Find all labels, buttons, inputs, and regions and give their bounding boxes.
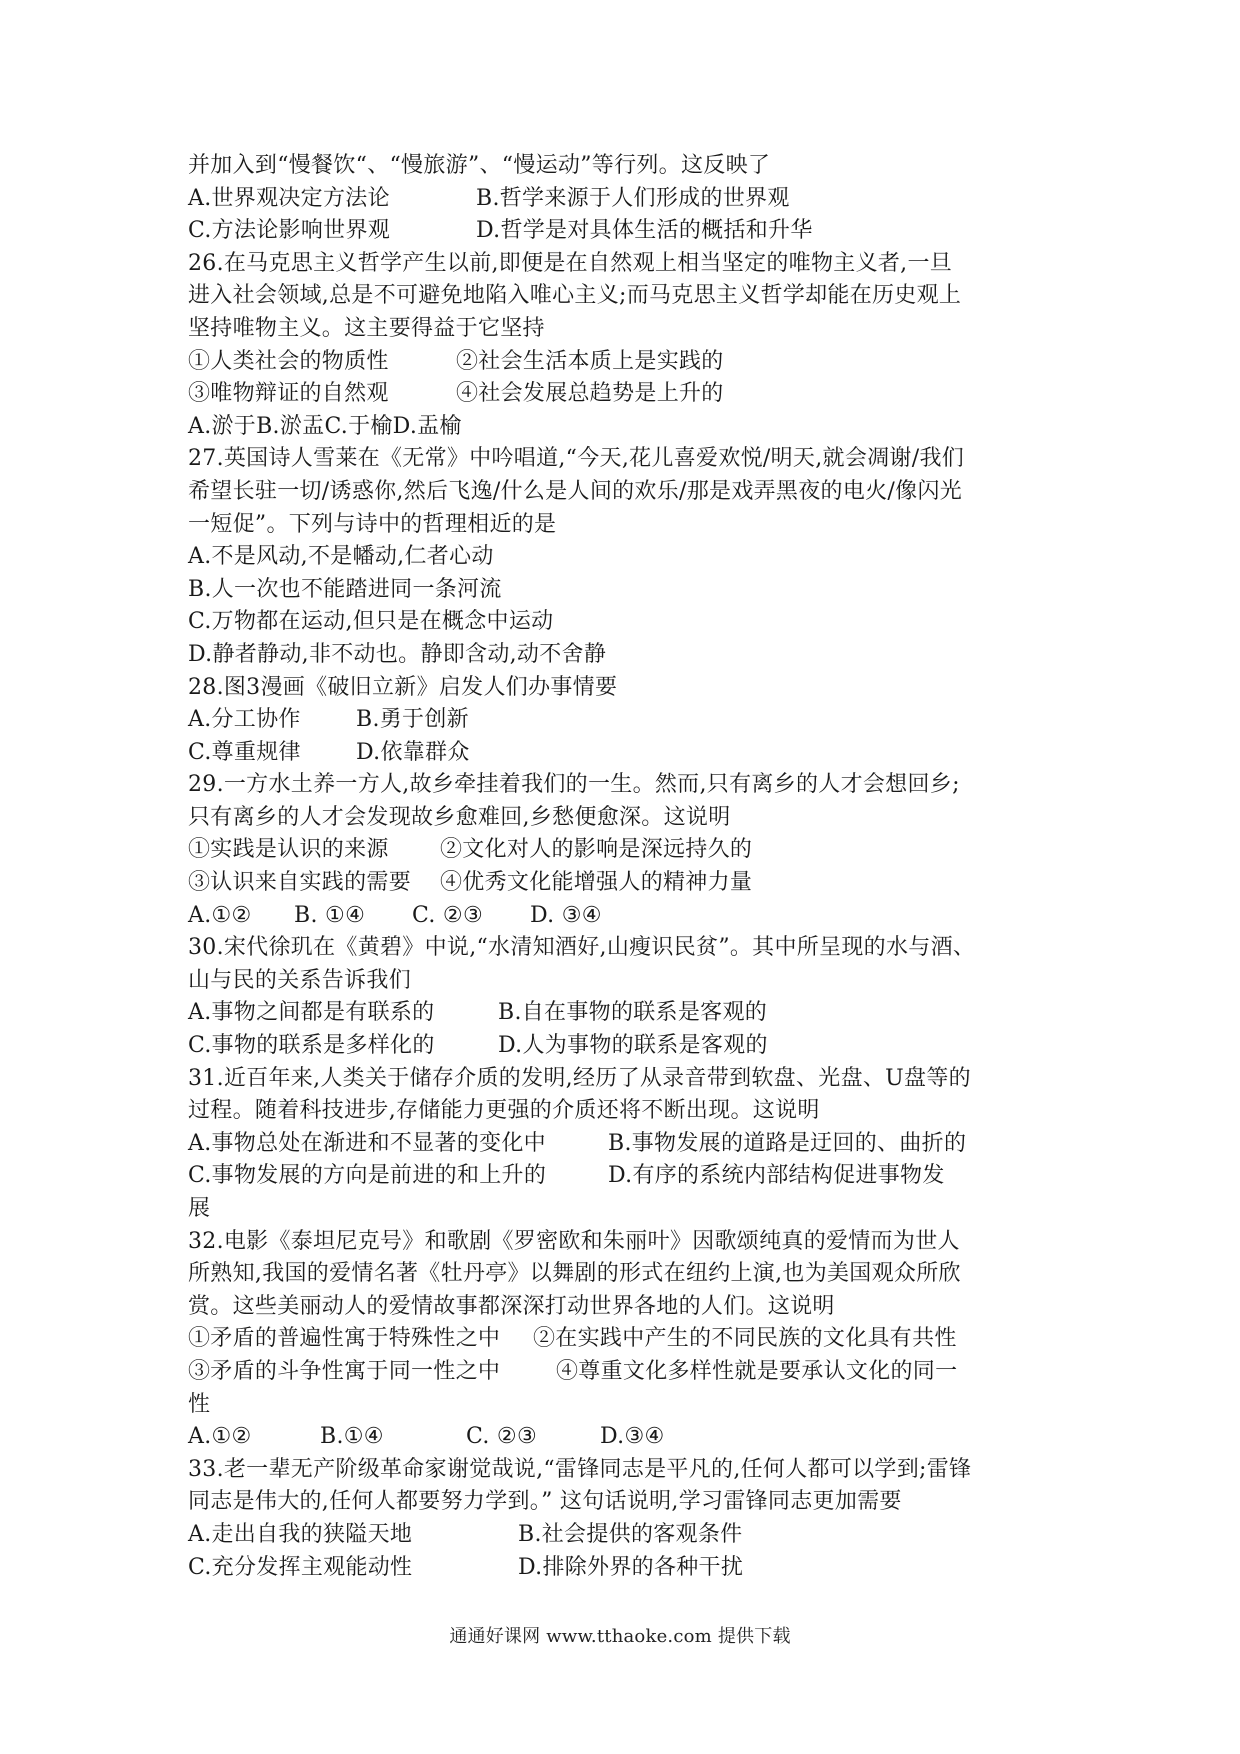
option-b: B.人一次也不能踏进同一条河流 (188, 576, 502, 602)
question-27: 27.英国诗人雪莱在《无常》中吟唱道,“今天,花儿喜爱欢悦/明天,就会凋谢/我们 (188, 446, 965, 472)
question-30: 30.宋代徐玑在《黄碧》中说,“水清知酒好,山瘦识民贫”。其中所呈现的水与酒、 (188, 935, 976, 961)
option-row (188, 1421, 1068, 1454)
statement-row (188, 346, 1068, 379)
option-c: C.尊重规律 (188, 739, 301, 765)
statement-row (188, 1356, 1068, 1389)
question-text: 进入社会领域,总是不可避免地陷入唯心主义;而马克思主义哲学却能在历史观上 (188, 283, 962, 309)
statement-row (188, 1323, 1068, 1356)
option-c: C. ②③ (412, 902, 483, 928)
option-row (188, 183, 1068, 216)
statement-1: ①人类社会的物质性 (188, 348, 389, 374)
option-row (188, 737, 1068, 770)
question-text: 一短促”。下列与诗中的哲理相近的是 (188, 511, 557, 537)
statement-3: ③认识来自实践的需要 (188, 870, 412, 896)
question-text: 同志是伟大的,任何人都要努力学到。” 这句话说明,学习雷锋同志更加需要 (188, 1489, 902, 1515)
statement-2: ②社会生活本质上是实践的 (456, 348, 724, 374)
option-c: C. ②③ (466, 1424, 537, 1450)
option-row (188, 1552, 1068, 1585)
option-c: C.事物发展的方向是前进的和上升的 (188, 1163, 547, 1189)
option-row (188, 1030, 1068, 1063)
statement-row (188, 378, 1068, 411)
option-b: B.勇于创新 (356, 707, 469, 733)
page-footer: 通通好课网 www.tthaoke.com 提供下载 (449, 1626, 791, 1647)
question-33: 33.老一辈无产阶级革命家谢觉哉说,“雷锋同志是平凡的,任何人都可以学到;雷锋 (188, 1456, 972, 1482)
option-row (188, 1128, 1068, 1161)
option-a: A.①② (188, 1424, 252, 1450)
option-b: B.社会提供的客观条件 (518, 1521, 743, 1547)
option-row (188, 1160, 1068, 1193)
statement-2: ②在实践中产生的不同民族的文化具有共性 (533, 1326, 957, 1352)
option-row (188, 997, 1068, 1030)
option-b: B.哲学来源于人们形成的世界观 (476, 185, 790, 211)
option-a: A.不是风动,不是幡动,仁者心动 (188, 544, 494, 570)
option-row (188, 1519, 1068, 1552)
option-row (188, 704, 1068, 737)
question-body (188, 150, 1068, 1584)
option-b: B.①④ (320, 1424, 384, 1450)
statement-row (188, 834, 1068, 867)
option-a: A.事物总处在渐进和不显著的变化中 (188, 1130, 546, 1156)
statement-4-continued: 性 (188, 1391, 211, 1417)
option-d: D.③④ (600, 1424, 665, 1450)
option-d: D.人为事物的联系是客观的 (498, 1033, 768, 1059)
option-c: C.方法论影响世界观 (188, 218, 391, 244)
option-a: A.走出自我的狭隘天地 (188, 1521, 413, 1547)
answer-choices: A.淤于B.淤盂C.于榆D.盂榆 (188, 413, 462, 439)
question-32: 32.电影《泰坦尼克号》和歌剧《罗密欧和朱丽叶》因歌颂纯真的爱情而为世人 (188, 1228, 960, 1254)
statement-1: ①实践是认识的来源 (188, 837, 389, 863)
question-text: 过程。随着科技进步,存储能力更强的介质还将不断出现。这说明 (188, 1098, 820, 1124)
option-d: D.排除外界的各种干扰 (518, 1554, 744, 1580)
question-text: 希望长驻一切/诱惑你,然后飞逸/什么是人间的欢乐/那是戏弄黑夜的电火/像闪光 (188, 478, 963, 504)
question-31: 31.近百年来,人类关于储存介质的发明,经历了从录音带到软盘、光盘、U盘等的 (188, 1065, 971, 1091)
question-text: 坚持唯物主义。这主要得益于它坚持 (188, 315, 545, 341)
option-b: B.自在事物的联系是客观的 (498, 1000, 768, 1026)
option-c: C.事物的联系是多样化的 (188, 1033, 435, 1059)
statement-3: ③唯物辩证的自然观 (188, 381, 389, 407)
question-28: 28.图3漫画《破旧立新》启发人们办事情要 (188, 674, 618, 700)
statement-1: ①矛盾的普遍性寓于特殊性之中 (188, 1326, 501, 1352)
option-d: D.有序的系统内部结构促进事物发 (608, 1163, 945, 1189)
option-b: B.事物发展的道路是迂回的、曲折的 (608, 1130, 967, 1156)
statement-4: ④社会发展总趋势是上升的 (456, 381, 724, 407)
question-26: 26.在马克思主义哲学产生以前,即便是在自然观上相当坚定的唯物主义者,一旦 (188, 250, 953, 276)
statement-row (188, 867, 1068, 900)
statement-4: ④优秀文化能增强人的精神力量 (440, 870, 753, 896)
option-a: A.事物之间都是有联系的 (188, 1000, 435, 1026)
statement-4: ④尊重文化多样性就是要承认文化的同一 (556, 1358, 958, 1384)
option-b: B. ①④ (294, 902, 366, 928)
option-c: C.万物都在运动,但只是在概念中运动 (188, 609, 554, 635)
option-row (188, 215, 1068, 248)
option-d-continued: 展 (188, 1196, 211, 1221)
option-a: A.①② (188, 902, 252, 928)
option-d: D. ③④ (530, 902, 602, 928)
option-d: D.依靠群众 (356, 739, 470, 765)
statement-3: ③矛盾的斗争性寓于同一性之中 (188, 1358, 501, 1384)
option-c: C.充分发挥主观能动性 (188, 1554, 413, 1580)
option-d: D.静者静动,非不动也。静即含动,动不舍静 (188, 641, 607, 667)
option-d: D.哲学是对具体生活的概括和升华 (476, 218, 813, 244)
option-a: A.世界观决定方法论 (188, 185, 390, 211)
question-text: 山与民的关系告诉我们 (188, 967, 412, 993)
statement-2: ②文化对人的影响是深远持久的 (440, 837, 753, 863)
question-text: 并加入到“慢餐饮“、“慢旅游”、“慢运动”等行列。这反映了 (188, 153, 771, 178)
option-a: A.分工协作 (188, 707, 301, 733)
question-29: 29.一方水土养一方人,故乡牵挂着我们的一生。然而,只有离乡的人才会想回乡; (188, 772, 960, 798)
question-text: 所熟知,我国的爱情名著《牡丹亭》以舞剧的形式在纽约上演,也为美国观众所欣 (188, 1261, 961, 1287)
question-text: 只有离乡的人才会发现故乡愈难回,乡愁便愈深。这说明 (188, 804, 731, 830)
question-text: 赏。这些美丽动人的爱情故事都深深打动世界各地的人们。这说明 (188, 1293, 835, 1319)
option-row (188, 900, 1068, 933)
